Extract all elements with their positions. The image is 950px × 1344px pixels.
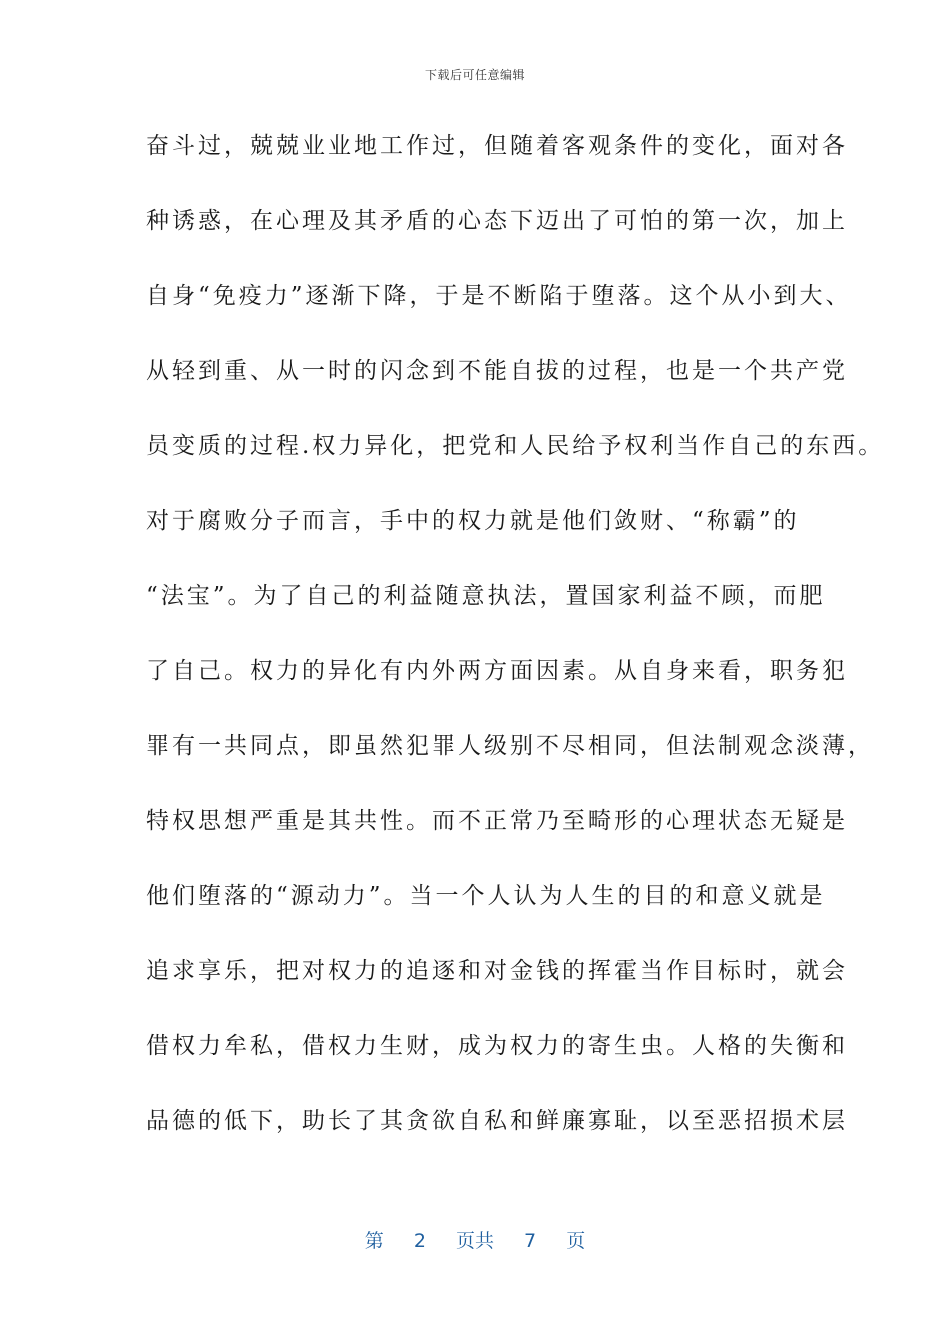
page-header: 下载后可任意编辑 [424, 68, 525, 82]
footer-di: 第 [364, 1230, 384, 1252]
footer-ye: 页 [566, 1230, 586, 1252]
page-footer [0, 1226, 950, 1253]
text-line: “法宝”。为了自己的利益随意执法，置国家利益不顾，而肥 [146, 583, 826, 609]
text-line: 了自己。权力的异化有内外两方面因素。从自身来看，职务犯 [146, 658, 848, 684]
text-line: 自身“免疫力”逐渐下降，于是不断陷于堕落。这个从小到大、 [146, 283, 852, 309]
footer-page-total: 7 [524, 1230, 537, 1252]
document-body [146, 128, 885, 1178]
text-line: 奋斗过，兢兢业业地工作过，但随着客观条件的变化，面对各 [146, 133, 848, 159]
text-line: 追求享乐，把对权力的追逐和对金钱的挥霍当作目标时，就会 [146, 958, 848, 984]
footer-ye-gong: 页共 [455, 1230, 494, 1252]
text-line: 借权力牟私，借权力生财，成为权力的寄生虫。人格的失衡和 [146, 1033, 848, 1059]
text-line: 种诱惑，在心理及其矛盾的心态下迈出了可怕的第一次，加上 [146, 208, 848, 234]
text-line: 罪有一共同点，即虽然犯罪人级别不尽相同，但法制观念淡薄， [146, 733, 874, 759]
text-line: 他们堕落的“源动力”。当一个人认为人生的目的和意义就是 [146, 883, 826, 909]
text-line: 特权思想严重是其共性。而不正常乃至畸形的心理状态无疑是 [146, 808, 848, 834]
footer-page-current: 2 [413, 1230, 426, 1252]
text-line: 对于腐败分子而言，手中的权力就是他们敛财、“称霸”的 [146, 508, 800, 534]
text-line: 从轻到重、从一时的闪念到不能自拔的过程，也是一个共产党 [146, 358, 848, 384]
text-line: 员变质的过程.权力异化，把党和人民给予权利当作自己的东西。 [146, 433, 885, 459]
text-line: 品德的低下，助长了其贪欲自私和鲜廉寡耻，以至恶招损术层 [146, 1108, 848, 1134]
